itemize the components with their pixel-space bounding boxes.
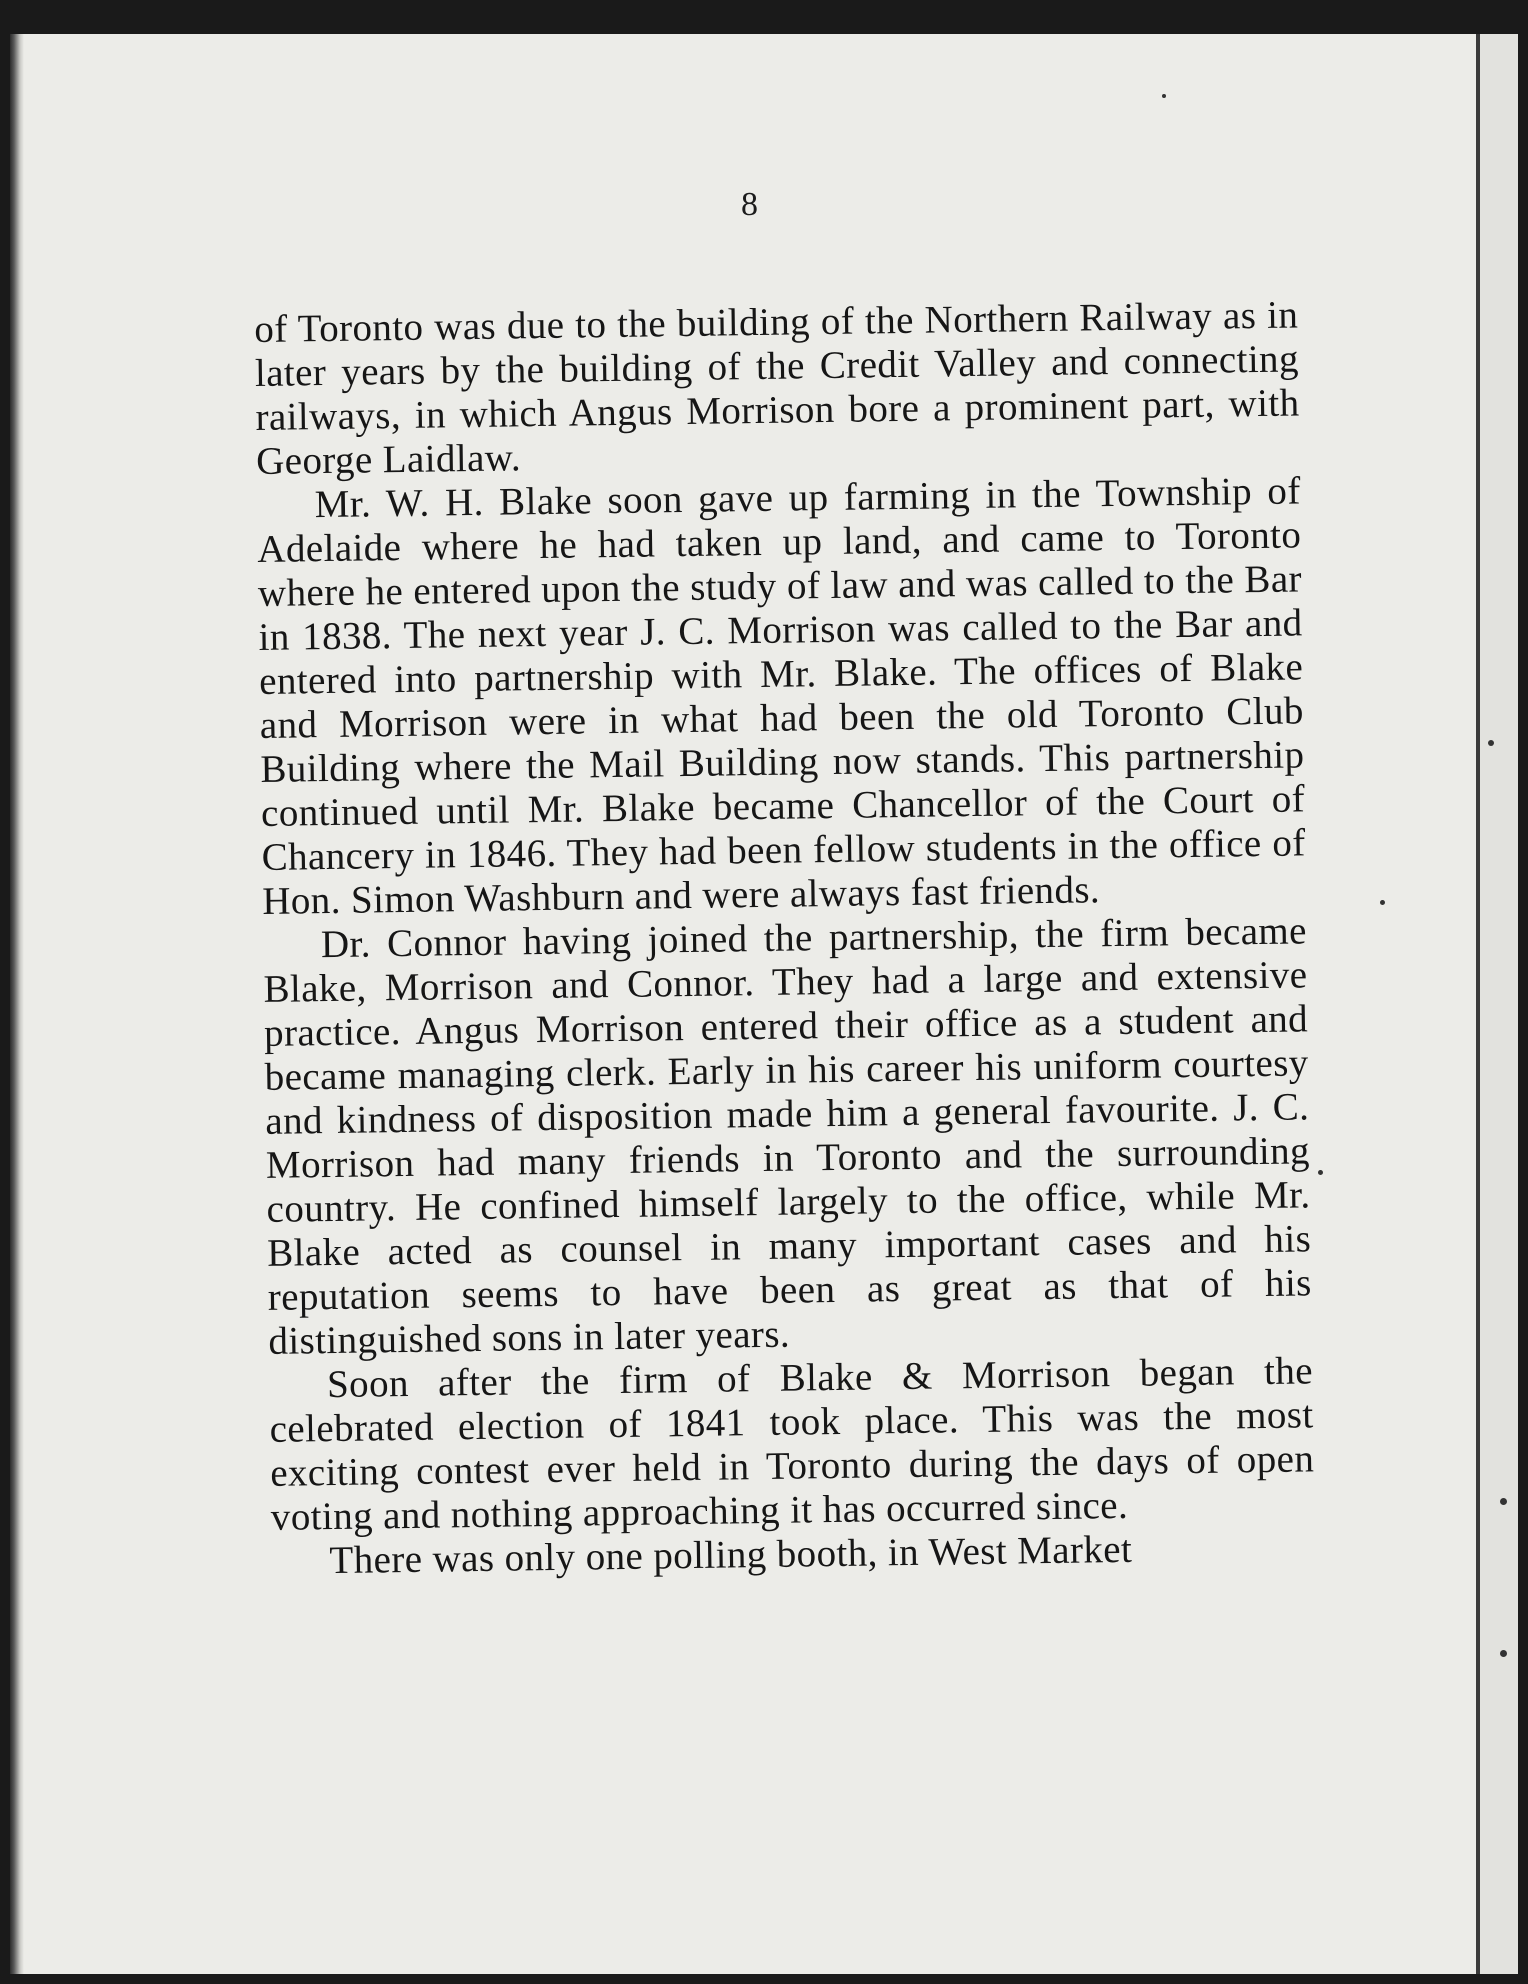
ink-speck — [1488, 740, 1494, 746]
ink-speck — [1500, 1498, 1507, 1505]
body-text — [254, 293, 1316, 1583]
page-number: 8 — [741, 186, 759, 223]
paragraph: Soon after the firm of Blake & Morrison began the celebrated election of 1841 took place. This was the most exciting contest ever held in Toronto during the days of open voting and nothing approaching it has occurred since. — [269, 1349, 1315, 1539]
ink-speck — [1500, 1650, 1507, 1657]
paragraph: of Toronto was due to the building of the Northern Railway as in later years by the building of the Credit Valley and connecting railways, in which Angus Morrison bore a prominent part, with George Laidlaw. — [254, 293, 1300, 483]
page-left-edge — [10, 34, 24, 1974]
ink-speck — [1318, 1170, 1323, 1175]
ink-speck — [1162, 94, 1166, 98]
paragraph: Mr. W. H. Blake soon gave up farming in the Township of Adelaide where he had taken up land, and came to Toronto where he entered upon the study of law and was called to the Bar in 1838. The next year J. C. Morrison was called to the Bar and entered into partnership with Mr. Blake. The offices of Blake and Morrison were in what had been the old Toronto Club Building where the Mail Building now stands. This partnership continued until Mr. Blake became Chancellor of the Court of Chancery in 1846. They had been fellow students in the office of Hon. Simon Washburn and were always fast friends. — [257, 469, 1306, 923]
facing-page-edge — [1480, 34, 1518, 1974]
paragraph: Dr. Connor having joined the partnership, the firm became Blake, Morrison and Connor. They had a large and extensive practice. Angus Morrison entered their office as a student and became managing clerk. Early in his career his uniform courtesy and kindness of disposition made him a general favourite. J. C. Morrison had many friends in Toronto and the surrounding country. He confined himself largely to the office, while Mr. Blake acted as counsel in many important cases and his reputation seems to have been as great as that of his distinguished sons in later years. — [263, 909, 1313, 1363]
paragraph: There was only one polling booth, in West Market — [329, 1527, 1133, 1583]
ink-speck — [1380, 900, 1385, 905]
